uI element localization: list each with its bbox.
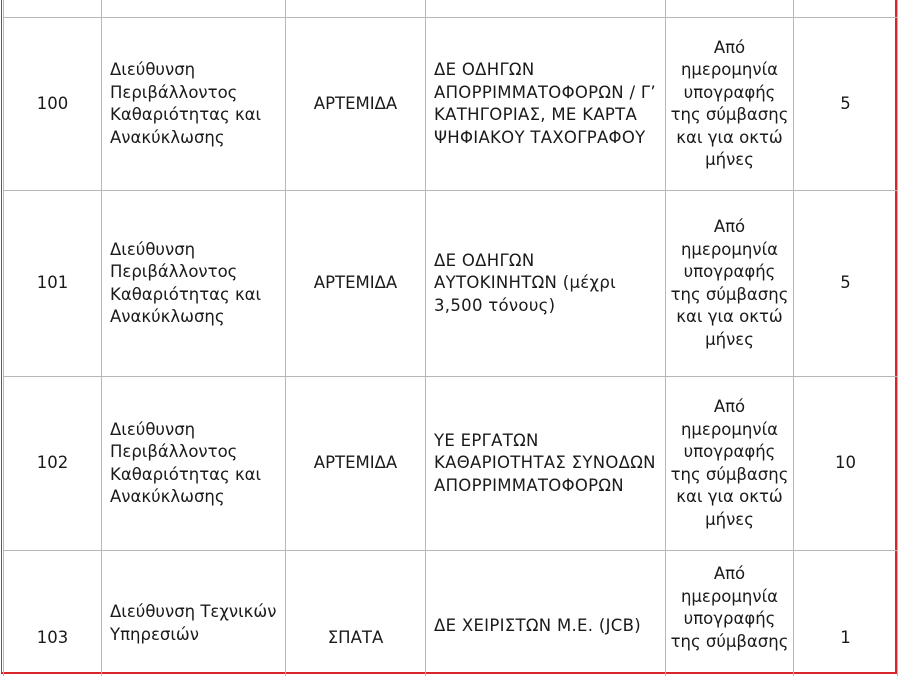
table-row — [4, 18, 898, 191]
row-number: 101 — [4, 191, 102, 377]
row-number: 102 — [4, 377, 102, 551]
duration-cell: Από ημερομηνία υπογραφής της σύμβασης και για οκτώ μήνες — [666, 191, 794, 377]
table-cell — [102, 0, 286, 18]
count-cell: 5 — [794, 18, 898, 191]
duration-cell: Από ημερομηνία υπογραφής της σύμβασης και για οκτώ μήνες — [666, 377, 794, 551]
count-cell: 5 — [794, 191, 898, 377]
row-number: 100 — [4, 18, 102, 191]
specialty-cell: ΔΕ ΟΔΗΓΩΝ ΑΠΟΡΡΙΜΜΑΤΟΦΟΡΩΝ / Γ’ ΚΑΤΗΓΟΡΙΑΣ, ΜΕ ΚΑΡΤΑ ΨΗΦΙΑΚΟΥ ΤΑΧΟΓΡΑΦΟΥ — [426, 18, 666, 191]
specialty-cell: ΔΕ ΧΕΙΡΙΣΤΩΝ Μ.Ε. (JCB) — [426, 551, 666, 676]
table-row — [4, 551, 898, 676]
count-cell: 10 — [794, 377, 898, 551]
table-row — [4, 377, 898, 551]
specialty-cell: ΥΕ ΕΡΓΑΤΩΝ ΚΑΘΑΡΙΟΤΗΤΑΣ ΣΥΝΟΔΩΝ ΑΠΟΡΡΙΜΜΑΤΟΦΟΡΩΝ — [426, 377, 666, 551]
count-cell: 1 — [794, 551, 898, 676]
table-cell — [794, 0, 898, 18]
duration-cell: Από ημερομηνία υπογραφής της σύμβασης και για οκτώ μήνες — [666, 18, 794, 191]
specialty-cell: ΔΕ ΟΔΗΓΩΝ ΑΥΤΟΚΙΝΗΤΩΝ (μέχρι 3,500 τόνους) — [426, 191, 666, 377]
duration-cell: Από ημερομηνία υπογραφής της σύμβασης — [666, 551, 794, 676]
location-cell: ΑΡΤΕΜΙΔΑ — [286, 18, 426, 191]
table-row-previous — [4, 0, 898, 18]
row-number: 103 — [4, 551, 102, 676]
table-cell — [286, 0, 426, 18]
positions-table — [3, 0, 898, 676]
table-cell — [4, 0, 102, 18]
table-row — [4, 191, 898, 377]
table-cell — [426, 0, 666, 18]
table-cell — [666, 0, 794, 18]
department-cell: Διεύθυνση Περιβάλλοντος Καθαριότητας και Ανακύκλωσης — [102, 191, 286, 377]
department-cell: Διεύθυνση Τεχνικών Υπηρεσιών — [102, 551, 286, 676]
department-cell: Διεύθυνση Περιβάλλοντος Καθαριότητας και Ανακύκλωσης — [102, 18, 286, 191]
location-cell: ΑΡΤΕΜΙΔΑ — [286, 377, 426, 551]
department-cell: Διεύθυνση Περιβάλλοντος Καθαριότητας και Ανακύκλωσης — [102, 377, 286, 551]
location-cell: ΑΡΤΕΜΙΔΑ — [286, 191, 426, 377]
location-cell: ΣΠΑΤΑ — [286, 551, 426, 676]
